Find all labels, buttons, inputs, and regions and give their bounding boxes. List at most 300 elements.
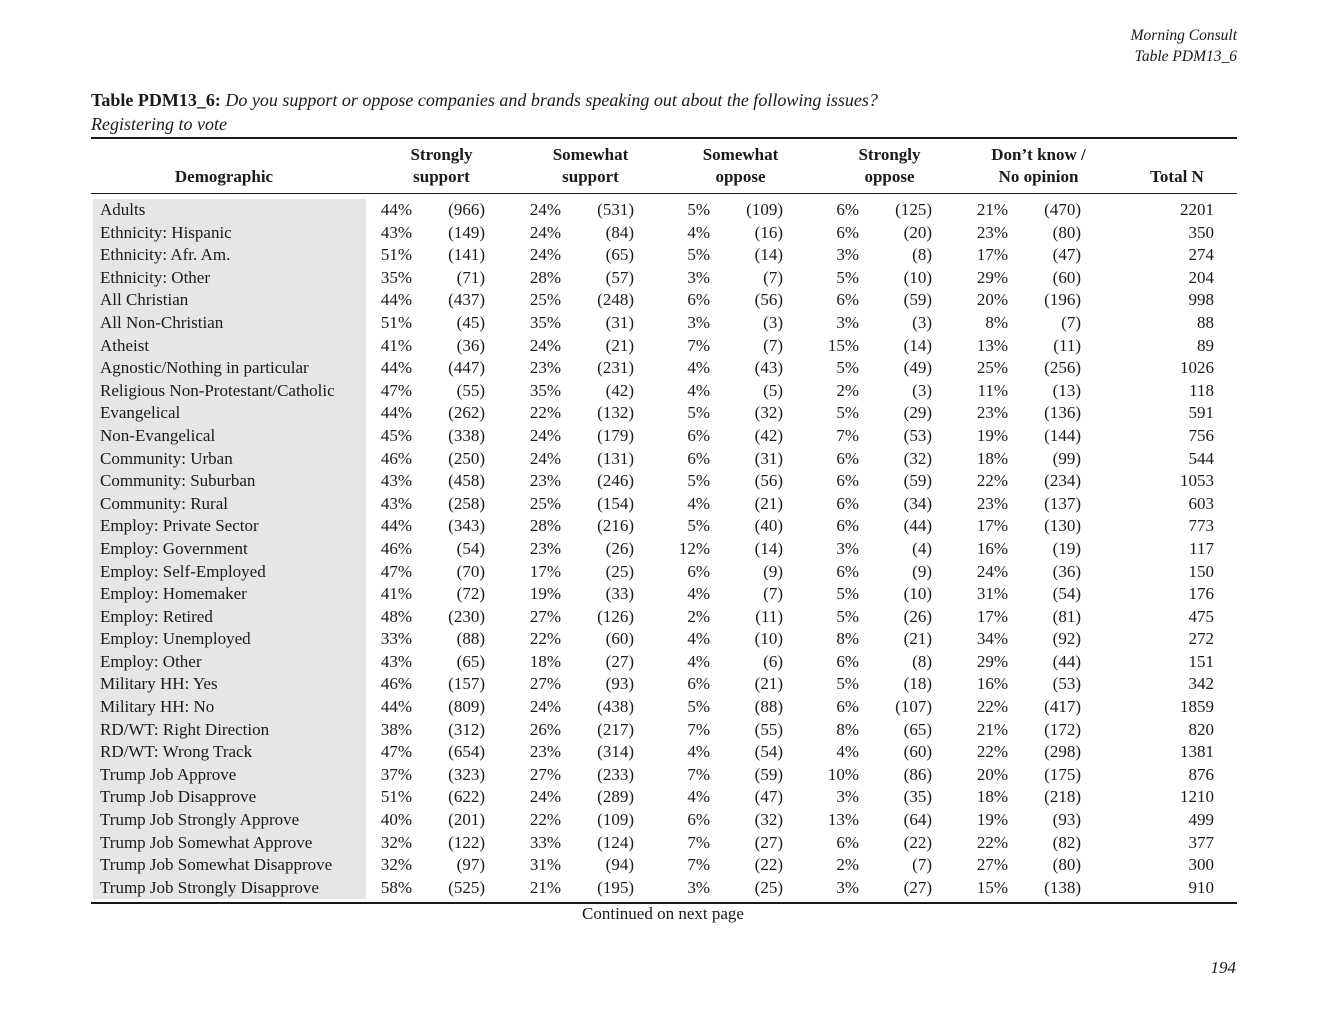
count-cell: (49) [903,358,932,378]
percent-cell: 58% [380,877,412,897]
count-cell: (43) [754,358,783,378]
count-cell: (72) [456,584,485,604]
demographic-label: Trump Job Somewhat Approve [100,832,313,852]
count-cell: (14) [903,335,932,355]
total-n-cell: 2201 [1180,200,1214,219]
count-cell: (31) [605,312,634,332]
count-cell: (65) [456,651,485,671]
count-cell: (195) [597,877,634,897]
count-cell: (130) [1044,516,1081,536]
count-cell: (966) [448,200,485,219]
count-cell: (201) [448,810,485,830]
count-cell: (246) [597,471,634,491]
table-row [91,335,1214,358]
table-row [91,199,1214,222]
percent-cell: 27% [529,764,561,784]
total-n-cell: 342 [1188,674,1214,694]
count-cell: (94) [605,855,634,875]
count-cell: (7) [763,267,783,287]
demographic-label: Military HH: No [100,697,215,717]
count-cell: (31) [754,448,783,468]
count-cell: (132) [597,403,634,423]
count-cell: (338) [448,425,485,445]
table-row [91,493,1214,516]
count-cell: (55) [754,719,783,739]
count-cell: (84) [605,222,634,242]
table-row [91,515,1214,538]
percent-cell: 8% [836,719,859,739]
demographic-label: RD/WT: Wrong Track [100,742,253,762]
demographic-label: Trump Job Approve [100,764,237,784]
col-header-dont-know: Don’t know / No opinion [991,145,1086,186]
table-row [91,538,1214,561]
percent-cell: 7% [687,764,710,784]
percent-cell: 2% [687,606,710,626]
count-cell: (7) [763,584,783,604]
demographic-label: Community: Suburban [100,471,256,491]
percent-cell: 22% [976,697,1008,717]
count-cell: (248) [597,290,634,310]
percent-cell: 4% [687,651,710,671]
count-cell: (8) [912,651,932,671]
demographic-label: Ethnicity: Other [100,267,211,287]
percent-cell: 41% [380,335,412,355]
count-cell: (13) [1052,380,1081,400]
percent-cell: 5% [687,403,710,423]
page-header [1131,25,1237,67]
count-cell: (88) [456,629,485,649]
col-header-demographic: Demographic [174,167,274,186]
percent-cell: 24% [529,448,561,468]
demographic-label: Trump Job Somewhat Disapprove [100,855,333,875]
count-cell: (289) [597,787,634,807]
table-id: Table PDM13_6: [91,90,221,110]
count-cell: (9) [763,561,783,581]
count-cell: (9) [912,561,932,581]
total-n-cell: 544 [1188,448,1214,468]
percent-cell: 23% [976,403,1008,423]
percent-cell: 5% [687,471,710,491]
percent-cell: 3% [836,312,859,332]
percent-cell: 41% [380,584,412,604]
count-cell: (64) [903,810,932,830]
percent-cell: 48% [380,606,412,626]
count-cell: (217) [597,719,634,739]
percent-cell: 40% [380,810,412,830]
header-org: Morning Consult [1130,27,1237,44]
percent-cell: 26% [529,719,561,739]
percent-cell: 29% [976,267,1008,287]
count-cell: (4) [912,538,932,558]
header-rule [91,193,1237,194]
percent-cell: 6% [836,516,859,536]
count-cell: (172) [1044,719,1081,739]
demographic-label: All Non-Christian [100,312,224,332]
demographic-label: Ethnicity: Afr. Am. [100,245,231,265]
total-n-cell: 475 [1188,606,1214,626]
count-cell: (343) [448,516,485,536]
count-cell: (622) [448,787,485,807]
percent-cell: 5% [836,358,859,378]
table-row [91,244,1214,267]
percent-cell: 7% [687,335,710,355]
demographic-label: Trump Job Disapprove [100,787,257,807]
count-cell: (35) [903,787,932,807]
count-cell: (14) [754,245,783,265]
percent-cell: 17% [529,561,561,581]
count-cell: (125) [895,200,932,219]
percent-cell: 16% [976,538,1008,558]
count-cell: (80) [1052,855,1081,875]
percent-cell: 27% [529,674,561,694]
count-cell: (60) [903,742,932,762]
total-n-cell: 300 [1188,855,1214,875]
percent-cell: 10% [827,764,859,784]
count-cell: (86) [903,764,932,784]
count-cell: (144) [1044,425,1081,445]
count-cell: (71) [456,267,485,287]
total-n-cell: 150 [1188,561,1214,581]
count-cell: (81) [1052,606,1081,626]
table-row [91,651,1214,674]
percent-cell: 24% [529,335,561,355]
count-cell: (33) [605,584,634,604]
percent-cell: 13% [976,335,1008,355]
count-cell: (60) [605,629,634,649]
percent-cell: 43% [380,651,412,671]
percent-cell: 22% [976,742,1008,762]
percent-cell: 19% [976,425,1008,445]
total-n-cell: 910 [1188,877,1214,897]
count-cell: (18) [903,674,932,694]
percent-cell: 5% [687,200,710,219]
table-row [91,267,1214,290]
table-row [91,809,1214,832]
percent-cell: 3% [836,877,859,897]
percent-cell: 6% [836,493,859,513]
table-subtitle: Registering to vote [91,114,227,134]
count-cell: (16) [754,222,783,242]
count-cell: (137) [1044,493,1081,513]
percent-cell: 46% [380,448,412,468]
count-cell: (256) [1044,358,1081,378]
count-cell: (3) [912,380,932,400]
percent-cell: 24% [529,787,561,807]
total-n-cell: 998 [1188,290,1214,310]
percent-cell: 22% [976,471,1008,491]
percent-cell: 6% [687,561,710,581]
demographic-label: Employ: Other [100,651,202,671]
percent-cell: 29% [976,651,1008,671]
count-cell: (175) [1044,764,1081,784]
percent-cell: 44% [380,403,412,423]
percent-cell: 7% [836,425,859,445]
percent-cell: 8% [836,629,859,649]
demographic-label: Trump Job Strongly Approve [100,810,300,830]
total-n-cell: 820 [1188,719,1214,739]
count-cell: (124) [597,832,634,852]
table-row [91,402,1214,425]
percent-cell: 5% [687,697,710,717]
count-cell: (10) [754,629,783,649]
percent-cell: 46% [380,674,412,694]
table-row [91,289,1214,312]
count-cell: (230) [448,606,485,626]
count-cell: (54) [1052,584,1081,604]
percent-cell: 24% [529,245,561,265]
count-cell: (141) [448,245,485,265]
count-cell: (126) [597,606,634,626]
percent-cell: 6% [836,561,859,581]
percent-cell: 23% [529,742,561,762]
count-cell: (88) [754,697,783,717]
col-header-total: Total N [1150,167,1204,186]
percent-cell: 27% [976,855,1008,875]
percent-cell: 5% [836,674,859,694]
total-n-cell: 499 [1188,810,1214,830]
total-n-cell: 756 [1188,425,1214,445]
percent-cell: 18% [976,448,1008,468]
count-cell: (10) [903,584,932,604]
count-cell: (136) [1044,403,1081,423]
count-cell: (53) [903,425,932,445]
percent-cell: 33% [529,832,561,852]
count-cell: (25) [605,561,634,581]
percent-cell: 32% [380,832,412,852]
count-cell: (14) [754,538,783,558]
page-number: 194 [1210,958,1236,977]
count-cell: (258) [448,493,485,513]
count-cell: (21) [754,674,783,694]
total-n-cell: 1859 [1180,697,1214,717]
percent-cell: 7% [687,832,710,852]
count-cell: (57) [605,267,634,287]
count-cell: (157) [448,674,485,694]
count-cell: (42) [605,380,634,400]
count-cell: (47) [754,787,783,807]
percent-cell: 22% [976,832,1008,852]
col-header-strongly-oppose: Strongly oppose [858,145,921,186]
percent-cell: 21% [976,719,1008,739]
percent-cell: 4% [687,493,710,513]
demographic-label: RD/WT: Right Direction [100,719,270,739]
percent-cell: 6% [836,290,859,310]
percent-cell: 15% [827,335,859,355]
count-cell: (323) [448,764,485,784]
total-n-cell: 88 [1197,312,1214,332]
percent-cell: 4% [687,629,710,649]
percent-cell: 28% [529,267,561,287]
total-n-cell: 876 [1188,764,1214,784]
percent-cell: 51% [380,245,412,265]
count-cell: (216) [597,516,634,536]
percent-cell: 3% [836,245,859,265]
count-cell: (27) [903,877,932,897]
count-cell: (149) [448,222,485,242]
count-cell: (54) [754,742,783,762]
total-n-cell: 274 [1188,245,1214,265]
count-cell: (59) [903,471,932,491]
total-n-cell: 377 [1188,832,1214,852]
col-header-strongly-support: Strongly support [410,145,473,186]
count-cell: (59) [903,290,932,310]
count-cell: (654) [448,742,485,762]
count-cell: (438) [597,697,634,717]
demographic-label: Non-Evangelical [100,425,216,445]
count-cell: (233) [597,764,634,784]
count-cell: (19) [1052,538,1081,558]
table-row [91,312,1214,335]
percent-cell: 33% [380,629,412,649]
percent-cell: 47% [380,561,412,581]
demographic-label: Agnostic/Nothing in particular [100,358,309,378]
table-row [91,470,1214,493]
table-row [91,628,1214,651]
percent-cell: 2% [836,380,859,400]
total-n-cell: 272 [1188,629,1214,649]
count-cell: (25) [754,877,783,897]
percent-cell: 46% [380,538,412,558]
percent-cell: 4% [687,584,710,604]
data-table [91,199,1214,899]
table-row [91,673,1214,696]
percent-cell: 6% [836,448,859,468]
count-cell: (20) [903,222,932,242]
percent-cell: 6% [836,697,859,717]
count-cell: (234) [1044,471,1081,491]
count-cell: (22) [903,832,932,852]
count-cell: (59) [754,764,783,784]
table-row [91,425,1214,448]
count-cell: (154) [597,493,634,513]
count-cell: (5) [763,380,783,400]
count-cell: (55) [456,380,485,400]
count-cell: (53) [1052,674,1081,694]
total-n-cell: 591 [1188,403,1214,423]
count-cell: (10) [903,267,932,287]
count-cell: (42) [754,425,783,445]
percent-cell: 17% [976,516,1008,536]
count-cell: (82) [1052,832,1081,852]
percent-cell: 6% [687,290,710,310]
percent-cell: 24% [976,561,1008,581]
count-cell: (36) [1052,561,1081,581]
table-row [91,606,1214,629]
count-cell: (122) [448,832,485,852]
demographic-label: Employ: Retired [100,606,213,626]
count-cell: (131) [597,448,634,468]
count-cell: (262) [448,403,485,423]
total-n-cell: 1210 [1180,787,1214,807]
count-cell: (179) [597,425,634,445]
percent-cell: 43% [380,493,412,513]
count-cell: (27) [754,832,783,852]
percent-cell: 4% [687,742,710,762]
percent-cell: 23% [529,471,561,491]
percent-cell: 18% [529,651,561,671]
table-row [91,561,1214,584]
count-cell: (65) [903,719,932,739]
percent-cell: 43% [380,222,412,242]
percent-cell: 21% [976,200,1008,219]
percent-cell: 6% [836,832,859,852]
percent-cell: 17% [976,606,1008,626]
count-cell: (417) [1044,697,1081,717]
count-cell: (298) [1044,742,1081,762]
total-n-cell: 1381 [1180,742,1214,762]
count-cell: (32) [754,403,783,423]
count-cell: (3) [912,312,932,332]
count-cell: (21) [605,335,634,355]
percent-cell: 13% [827,810,859,830]
count-cell: (29) [903,403,932,423]
count-cell: (40) [754,516,783,536]
count-cell: (107) [895,697,932,717]
demographic-label: Religious Non-Protestant/Catholic [100,380,335,400]
percent-cell: 22% [529,810,561,830]
count-cell: (314) [597,742,634,762]
percent-cell: 19% [529,584,561,604]
percent-cell: 35% [380,267,412,287]
count-cell: (93) [1052,810,1081,830]
table-row [91,719,1214,742]
count-cell: (7) [763,335,783,355]
count-cell: (21) [903,629,932,649]
total-n-cell: 204 [1188,267,1214,287]
percent-cell: 6% [836,471,859,491]
total-n-cell: 1053 [1180,471,1214,491]
percent-cell: 37% [380,764,412,784]
count-cell: (56) [754,290,783,310]
demographic-label: Employ: Private Sector [100,516,259,536]
percent-cell: 23% [976,493,1008,513]
count-cell: (7) [1061,312,1081,332]
percent-cell: 31% [529,855,561,875]
count-cell: (32) [903,448,932,468]
percent-cell: 20% [976,290,1008,310]
demographic-label: Evangelical [100,403,181,423]
table-row [91,357,1214,380]
percent-cell: 17% [976,245,1008,265]
count-cell: (22) [754,855,783,875]
percent-cell: 5% [836,606,859,626]
percent-cell: 23% [529,538,561,558]
percent-cell: 51% [380,787,412,807]
total-n-cell: 603 [1188,493,1214,513]
count-cell: (21) [754,493,783,513]
demographic-label: Employ: Homemaker [100,584,247,604]
demographic-label: Employ: Unemployed [100,629,251,649]
percent-cell: 31% [976,584,1008,604]
count-cell: (11) [755,606,783,626]
count-cell: (312) [448,719,485,739]
table-row [91,877,1214,900]
table-title [91,88,878,136]
count-cell: (447) [448,358,485,378]
percent-cell: 24% [529,697,561,717]
percent-cell: 2% [836,855,859,875]
percent-cell: 22% [529,629,561,649]
percent-cell: 7% [687,719,710,739]
count-cell: (45) [456,312,485,332]
percent-cell: 4% [687,222,710,242]
percent-cell: 12% [678,538,710,558]
table-row [91,222,1214,245]
count-cell: (99) [1052,448,1081,468]
percent-cell: 24% [529,222,561,242]
count-cell: (93) [605,674,634,694]
count-cell: (109) [597,810,634,830]
